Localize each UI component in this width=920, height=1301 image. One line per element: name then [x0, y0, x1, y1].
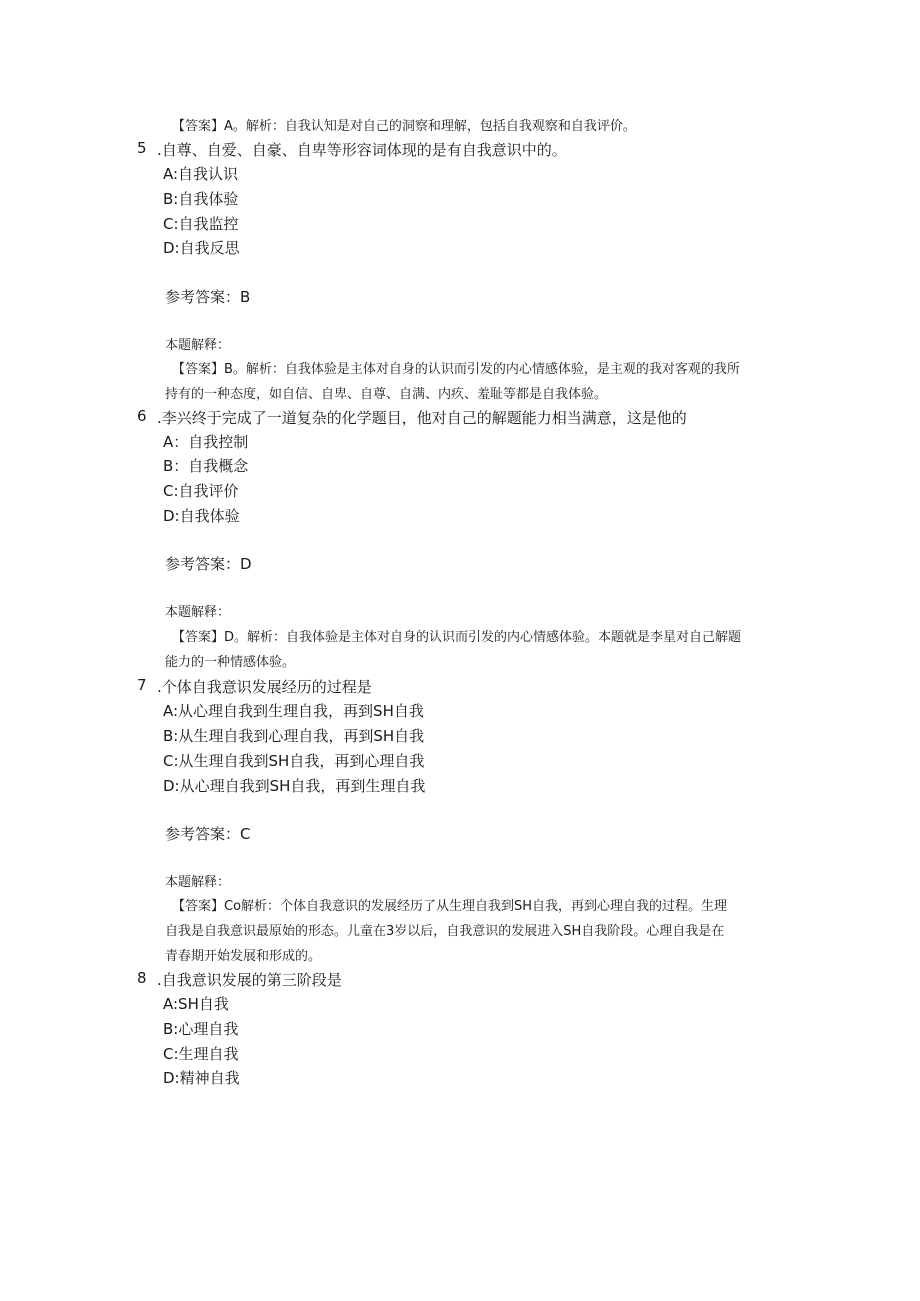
option-b: B:心理自我	[163, 1020, 239, 1038]
explanation-label: 本题解释：	[165, 875, 231, 890]
explanation-line: 【答案】D。解析：自我体验是主体对自身的认识而引发的内心情感体验。本题就是李星对自己解题	[172, 630, 742, 645]
question-text: .个体自我意识发展经历的过程是	[157, 678, 372, 696]
explanation-line: 【答案】B。解析：自我体验是主体对自身的认识而引发的内心情感体验，是主观的我对客观的我所	[172, 362, 740, 377]
question-number: 5	[137, 139, 147, 157]
explanation-line: 【答案】Co解析：个体自我意识的发展经历了从生理自我到SH自我，再到心理自我的过程。生理	[172, 899, 728, 914]
option-c: C:自我评价	[163, 482, 239, 500]
question-number: 6	[137, 407, 147, 425]
explanation-label: 本题解释：	[165, 605, 231, 620]
option-d: D:精神自我	[163, 1069, 240, 1087]
option-a: A:自我认识	[163, 165, 239, 183]
explanation-line: 青春期开始发展和形成的。	[165, 949, 322, 964]
explanation-line: 自我是自我意识最原始的形态。儿童在3岁以后，自我意识的发展进入SH自我阶段。心理自我是在	[165, 924, 725, 939]
option-a: A：自我控制	[163, 433, 249, 451]
explanation-label: 本题解释：	[165, 338, 231, 353]
reference-answer: 参考答案：C	[165, 825, 251, 843]
option-a: A:SH自我	[163, 995, 229, 1013]
option-d: D:从心理自我到SH自我，再到生理自我	[163, 777, 426, 795]
intro-explanation: 【答案】A。解析：自我认知是对自己的洞察和理解，包括自我观察和自我评价。	[172, 119, 636, 134]
option-b: B:自我体验	[163, 190, 239, 208]
option-d: D:自我体验	[163, 507, 240, 525]
option-c: C:从生理自我到SH自我，再到心理自我	[163, 752, 425, 770]
question-text: .李兴终于完成了一道复杂的化学题目，他对自己的解题能力相当满意，这是他的	[157, 409, 687, 427]
option-b: B:从生理自我到心理自我，再到SH自我	[163, 727, 425, 745]
option-c: C:生理自我	[163, 1045, 239, 1063]
option-b: B：自我概念	[163, 457, 249, 475]
option-c: C:自我监控	[163, 215, 239, 233]
reference-answer: 参考答案：B	[165, 288, 251, 306]
question-text: .自我意识发展的第三阶段是	[157, 971, 342, 989]
reference-answer: 参考答案：D	[165, 555, 252, 573]
question-number: 7	[137, 676, 147, 694]
explanation-line: 能力的一种情感体验。	[165, 655, 296, 670]
option-d: D:自我反思	[163, 239, 240, 257]
option-a: A:从心理自我到生理自我，再到SH自我	[163, 702, 424, 720]
question-number: 8	[137, 969, 147, 987]
explanation-line: 持有的一种态度，如自信、自卑、自尊、自满、内疚、羞耻等都是自我体验。	[165, 387, 608, 402]
question-text: .自尊、自爱、自豪、自卑等形容词体现的是有自我意识中的。	[157, 141, 567, 159]
